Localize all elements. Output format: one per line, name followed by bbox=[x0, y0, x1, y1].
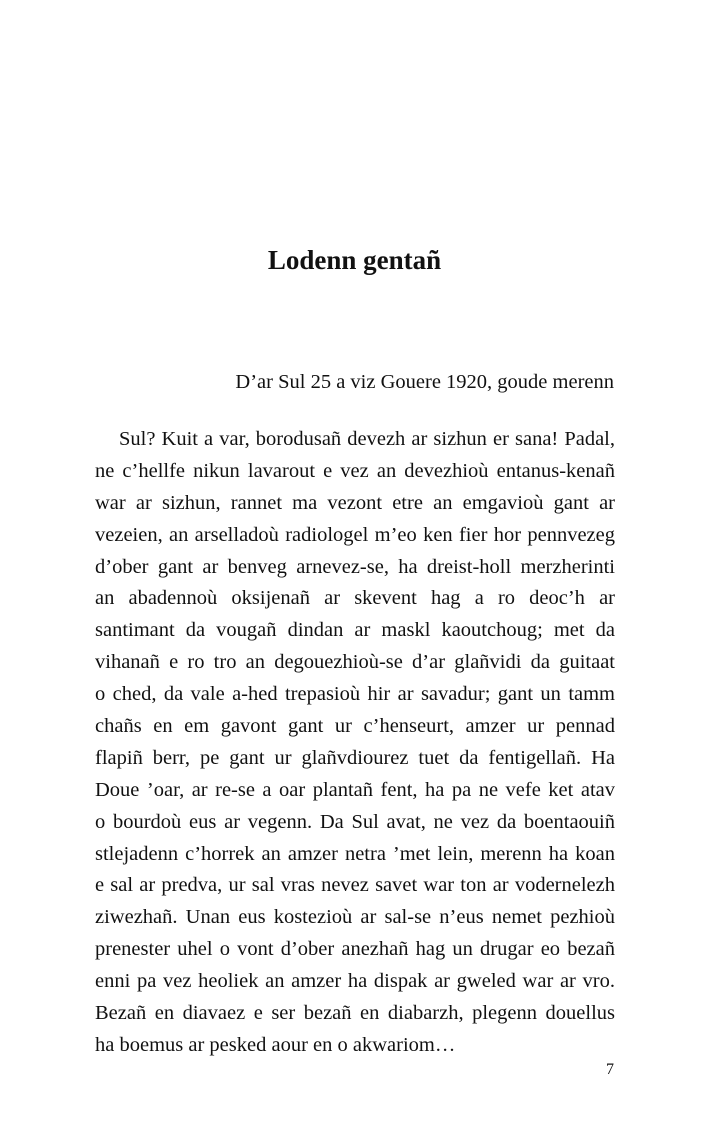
text-line: war ar sizhun, rannet ma vezont etre an emgavioù gant ar bbox=[95, 491, 615, 514]
text-line: flapiñ berr, pe gant ur glañvdiourez tuet da fentigellañ. Ha bbox=[95, 746, 615, 769]
text-line: enni pa vez heoliek an amzer ha dispak ar gweled war ar vro. bbox=[95, 970, 615, 993]
text-line: vihanañ e ro tro an degouezhioù-se d’ar glañvidi da guitaat bbox=[95, 651, 615, 674]
text-line: santimant da vougañ dindan ar maskl kaoutchoug; met da bbox=[95, 619, 615, 642]
text-line: ha boemus ar pesked aour en o akwariom… bbox=[95, 1033, 456, 1056]
text-line: e sal ar predva, ur sal vras nevez savet war ton ar vodernelezh bbox=[95, 874, 615, 897]
text-line: ziwezhañ. Unan eus kostezioù ar sal-se n’eus nemet pezhioù bbox=[95, 906, 615, 929]
text-line: vezeien, an arselladoù radiologel m’eo ken fier hor pennvezeg bbox=[95, 523, 615, 546]
text-line: Bezañ en diavaez e ser bezañ en diabarzh, plegenn douellus bbox=[95, 1002, 615, 1025]
text-line: stlejadenn c’horrek an amzer netra ’met lein, merenn ha koan bbox=[95, 842, 615, 865]
body-paragraph bbox=[95, 424, 615, 1062]
dateline: D’ar Sul 25 a viz Gouere 1920, goude merenn bbox=[235, 371, 614, 393]
page-number: 7 bbox=[606, 1061, 614, 1078]
text-line: chañs en em gavont gant ur c’henseurt, amzer ur pennad bbox=[95, 715, 615, 738]
text-line: o ched, da vale a-hed trepasioù hir ar savadur; gant un tamm bbox=[95, 683, 615, 706]
text-line: prenester uhel o vont d’ober anezhañ hag un drugar eo bezañ bbox=[95, 938, 615, 961]
text-line: an abadennoù oksijenañ ar skevent hag a ro deoc’h ar bbox=[95, 587, 615, 610]
text-line: Sul? Kuit a var, borodusañ devezh ar sizhun er sana! Padal, bbox=[119, 428, 615, 450]
text-line: o bourdoù eus ar vegenn. Da Sul avat, ne vez da boentaouiñ bbox=[95, 810, 615, 833]
text-line: Doue ’oar, ar re-se a oar plantañ fent, ha pa ne vefe ket atav bbox=[95, 778, 615, 801]
text-line: ne c’hellfe nikun lavarout e vez an devezhioù entanus-kenañ bbox=[95, 459, 615, 482]
text-line: d’ober gant ar benveg arnevez-se, ha dreist-holl merzherinti bbox=[95, 555, 615, 578]
chapter-title: Lodenn gentañ bbox=[267, 245, 442, 275]
